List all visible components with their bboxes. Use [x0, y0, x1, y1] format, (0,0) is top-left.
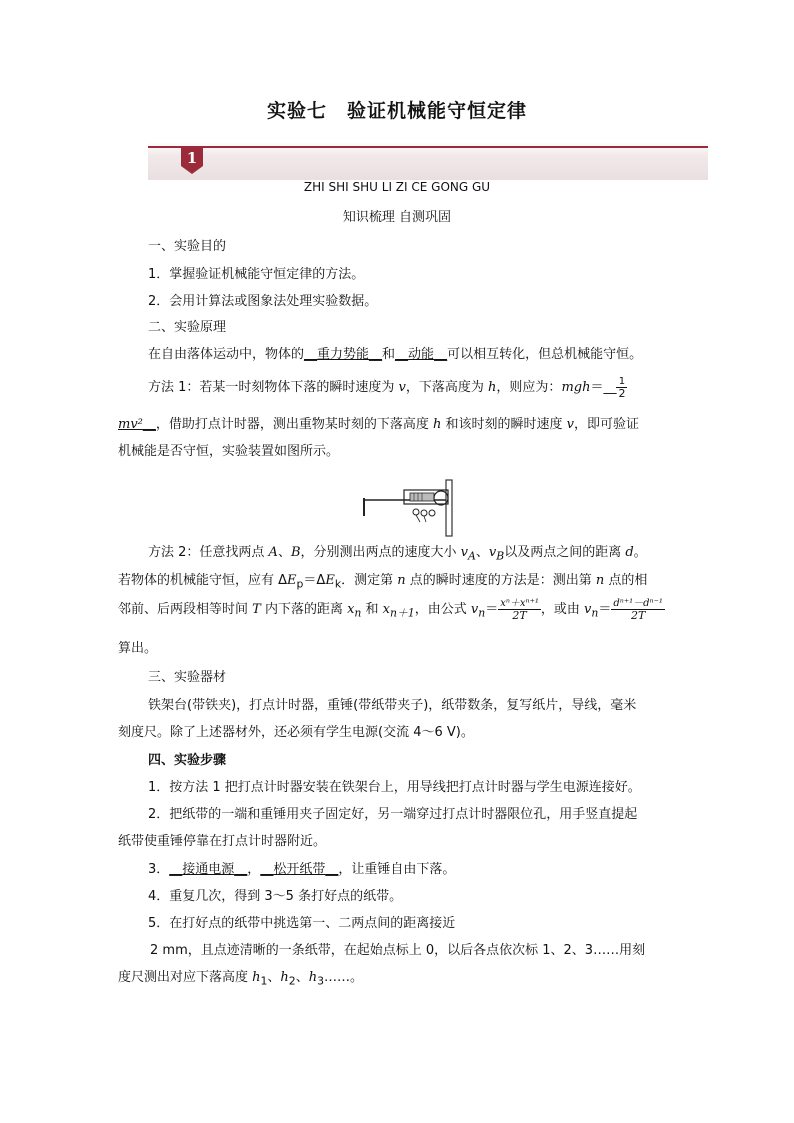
principle-paragraph: 在自由落体运动中，物体的__重力势能__和__动能__可以相互转化，但总机械能守恒。 — [148, 347, 643, 362]
step-1: 1．按方法 1 把打点计时器安装在铁架台上，用导线把打点计时器与学生电源连接好。 — [148, 780, 641, 795]
equipment-line1: 铁架台(带铁夹)，打点计时器，重锤(带纸带夹子)，纸带数条，复写纸片，导线，毫米 — [148, 698, 637, 713]
step-5-line3: 度尺测出对应下落高度 $h_1$、$h_2$、$h_3\dots\dots$。 — [118, 970, 363, 988]
blank-potential-energy: __重力势能__ — [304, 347, 383, 362]
heading-equipment: 三、实验器材 — [148, 670, 227, 685]
equipment-line2: 刻度尺。除了上述器材外，还必须有学生电源(交流 4～6 V)。 — [118, 725, 474, 740]
method1-line2: mv²__，借助打点计时器，测出重物某时刻的下落高度 h 和该时刻的瞬时速度 v，即可验证 — [118, 417, 640, 432]
fraction-x-formula: $\frac{\text{xⁿ＋xⁿ⁺¹}}{2T}$ — [500, 597, 539, 622]
step-4: 4．重复几次，得到 3～5 条打好点的纸带。 — [148, 889, 403, 904]
section-pinyin: ZHI SHI SHU LI ZI CE GONG GU — [303, 180, 491, 194]
method2-line3: 邻前、后两段相等时间 T 内下落的距离 $x_n$ 和 $x_{n+1}$，由公式 $v_n=$ $\frac{\text{xⁿ＋xⁿ⁺¹}}{2T}$ ，或由 $v_n=$ $\frac{\text{dⁿ⁺¹－dⁿ⁻¹}}{2T}$ — [118, 597, 663, 622]
step-2-line2: 纸带使重锤停靠在打点计时器附近。 — [118, 834, 327, 849]
section-banner — [148, 142, 708, 180]
step-2-line1: 2．把纸带的一端和重锤用夹子固定好，另一端穿过打点计时器限位孔，用手竖直提起 — [148, 807, 638, 822]
section-banner-rule — [148, 146, 708, 148]
step-5-line2: 2 mm，且点迹清晰的一条纸带，在起始点标上 0，以后各点依次标 1、2、3……用刻 — [150, 943, 646, 958]
method1-line1: 方法 1：若某一时刻物体下落的瞬时速度为 v，下落高度为 h，则应为：mgh＝__ $\frac{1}{2}$ — [148, 375, 626, 400]
section-badge-number: 1 — [186, 149, 198, 167]
purpose-item-1: 1．掌握验证机械能守恒定律的方法。 — [148, 267, 365, 282]
step-3: 3．__接通电源__，__松开纸带__，让重锤自由下落。 — [148, 862, 456, 877]
step-5: 5．在打好点的纸带中挑选第一、二两点间的距离接近 — [148, 916, 456, 931]
blank-power-on: __接通电源__ — [169, 862, 248, 877]
apparatus-figure — [360, 478, 460, 538]
fraction-one-half: $\frac{1}{2}$ — [618, 375, 626, 400]
purpose-item-2: 2．会用计算法或图象法处理实验数据。 — [148, 294, 378, 309]
page-title: 实验七 验证机械能守恒定律 — [266, 100, 527, 122]
method2-line2: 若物体的机械能守恒，应有 $\Delta E_p=\Delta E_k$．测定第 n 点的瞬时速度的方法是：测出第 n 点的相 — [118, 573, 648, 591]
blank-kinetic-energy: __动能__ — [395, 347, 448, 362]
method2-line4: 算出。 — [118, 641, 158, 656]
method1-line3: 机械能是否守恒，实验装置如图所示。 — [118, 444, 340, 459]
blank-release-tape: __松开纸带__ — [260, 862, 339, 877]
heading-principle: 二、实验原理 — [148, 320, 227, 335]
heading-steps: 四、实验步骤 — [148, 753, 227, 768]
heading-purpose: 一、实验目的 — [148, 239, 227, 254]
section-subtitle: 知识梳理 自测巩固 — [342, 210, 452, 225]
fraction-d-formula: $\frac{\text{dⁿ⁺¹－dⁿ⁻¹}}{2T}$ — [613, 597, 663, 622]
method2-line1: 方法 2：任意找两点 A、B，分别测出两点的速度大小 $v_A$、$v_B$以及两点之间的距离 d。 — [148, 545, 647, 563]
